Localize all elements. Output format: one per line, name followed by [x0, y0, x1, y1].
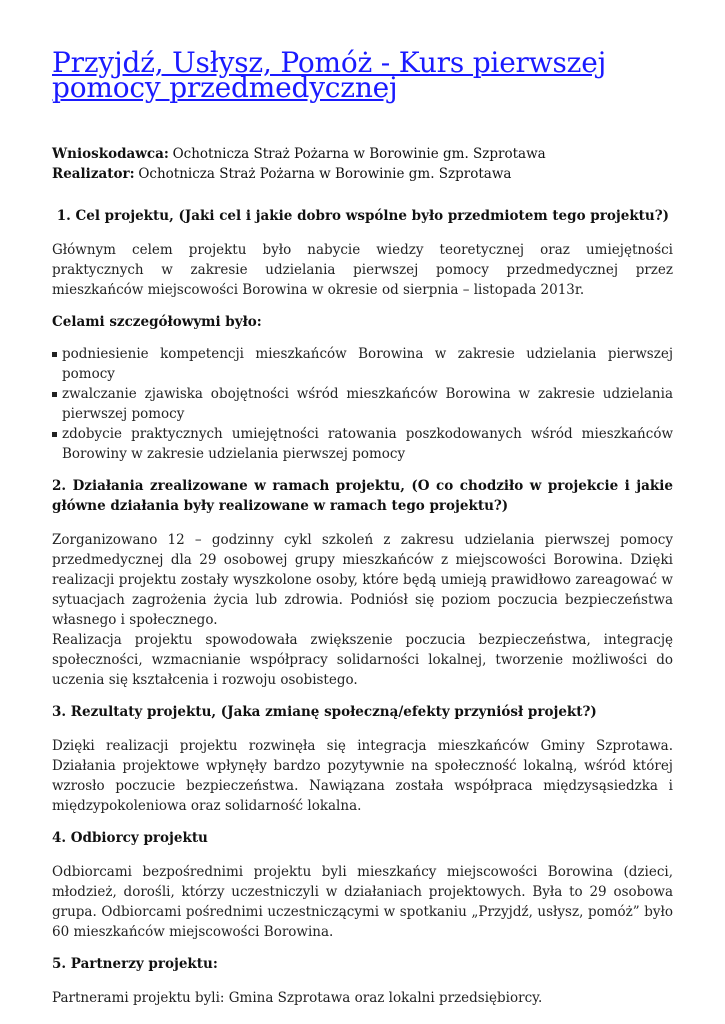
section-2-heading: 2. Działania zrealizowane w ramach projektu, (O co chodziło w projekcie i jakie główne działania były realizowane w ramach tego projektu?): [52, 478, 673, 514]
project-meta: [52, 144, 673, 184]
list-item: podniesienie kompetencji mieszkańców Borowina w zakresie udzielania pierwszej pomocy: [52, 344, 673, 384]
applicant-value: Ochotnicza Straż Pożarna w Borowinie gm. Szprotawa: [172, 146, 546, 162]
section-2-paragraph-1: Zorganizowano 12 – godzinny cykl szkoleń z zakresu udzielania pierwszej pomocy przedmedycznej dla 29 osobowej grupy mieszkańców z miejscowości Borowina. Dzięki realizacji projektu zostały wyszkolone osoby, które będą umieją prawidłowo zareagować w sytuacjach zagrożenia życia lub zdrowia. Podniósł się poziom poczucia bezpieczeństwa własnego i społecznego.: [52, 532, 673, 628]
section-3-paragraph: Dzięki realizacji projektu rozwinęła się integracja mieszkańców Gminy Szprotawa. Działania projektowe wpłynęły bardzo pozytywnie na społeczność lokalną, wśród której wzrosło poczucie bezpieczeństwa. Nawiązana została współpraca międzysąsiedzka i międzypokoleniowa oraz solidarność lokalna.: [52, 738, 673, 814]
implementer-row: [52, 164, 673, 184]
list-item: zdobycie praktycznych umiejętności ratowania poszkodowanych wśród mieszkańców Borowiny w zakresie udzielania pierwszej pomocy: [52, 424, 673, 464]
section-1-heading: 1. Cel projektu, (Jaki cel i jakie dobro wspólne było przedmiotem tego projektu?): [52, 208, 670, 224]
section-1-subheading: Celami szczegółowymi było:: [52, 314, 262, 330]
implementer-value: Ochotnicza Straż Pożarna w Borowinie gm. Szprotawa: [138, 166, 512, 182]
bullet-icon: [52, 432, 57, 437]
applicant-label: Wnioskodawca:: [52, 146, 169, 162]
section-1-paragraph: Głównym celem projektu było nabycie wiedzy teoretycznej oraz umiejętności praktycznych w zakresie udzielania pierwszej pomocy przedmedycznej przez mieszkańców miejscowości Borowina w okresie od sierpnia – listopada 2013r.: [52, 242, 673, 298]
applicant-row: [52, 144, 673, 164]
implementer-label: Realizator:: [52, 166, 135, 182]
document-page: [52, 46, 673, 1008]
section-3-heading: 3. Rezultaty projektu, (Jaka zmianę społeczną/efekty przyniósł projekt?): [52, 704, 597, 720]
list-item: zwalczanie zjawiska obojętności wśród mieszkańców Borowina w zakresie udzielania pierwszej pomocy: [52, 384, 673, 424]
section-4-paragraph: Odbiorcami bezpośrednimi projektu byli mieszkańcy miejscowości Borowina (dzieci, młodzież, dorośli, którzy uczestniczyli w działaniach projektowych. Była to 29 osobowa grupa. Odbiorcami pośrednimi uczestniczącymi w spotkaniu „Przyjdź, usłysz, pomóż” było 60 mieszkańców miejscowości Borowina.: [52, 864, 673, 940]
bullet-icon: [52, 392, 57, 397]
section-4-heading: 4. Odbiorcy projektu: [52, 830, 208, 846]
section-5-paragraph: Partnerami projektu byli: Gmina Szprotawa oraz lokalni przedsiębiorcy.: [52, 990, 543, 1006]
objectives-list: [52, 344, 673, 464]
section-2-paragraph-2: Realizacja projektu spowodowała zwiększenie poczucia bezpieczeństwa, integrację społeczności, wzmacnianie współpracy solidarności lokalnej, tworzenie możliwości do uczenia się kształcenia i rozwoju osobistego.: [52, 632, 673, 688]
title-link[interactable]: Przyjdź, Usłysz, Pomóż - Kurs pierwszej pomocy przedmedycznej: [52, 46, 607, 104]
section-5-heading: 5. Partnerzy projektu:: [52, 956, 218, 972]
bullet-icon: [52, 352, 57, 357]
page-title: [52, 46, 673, 104]
